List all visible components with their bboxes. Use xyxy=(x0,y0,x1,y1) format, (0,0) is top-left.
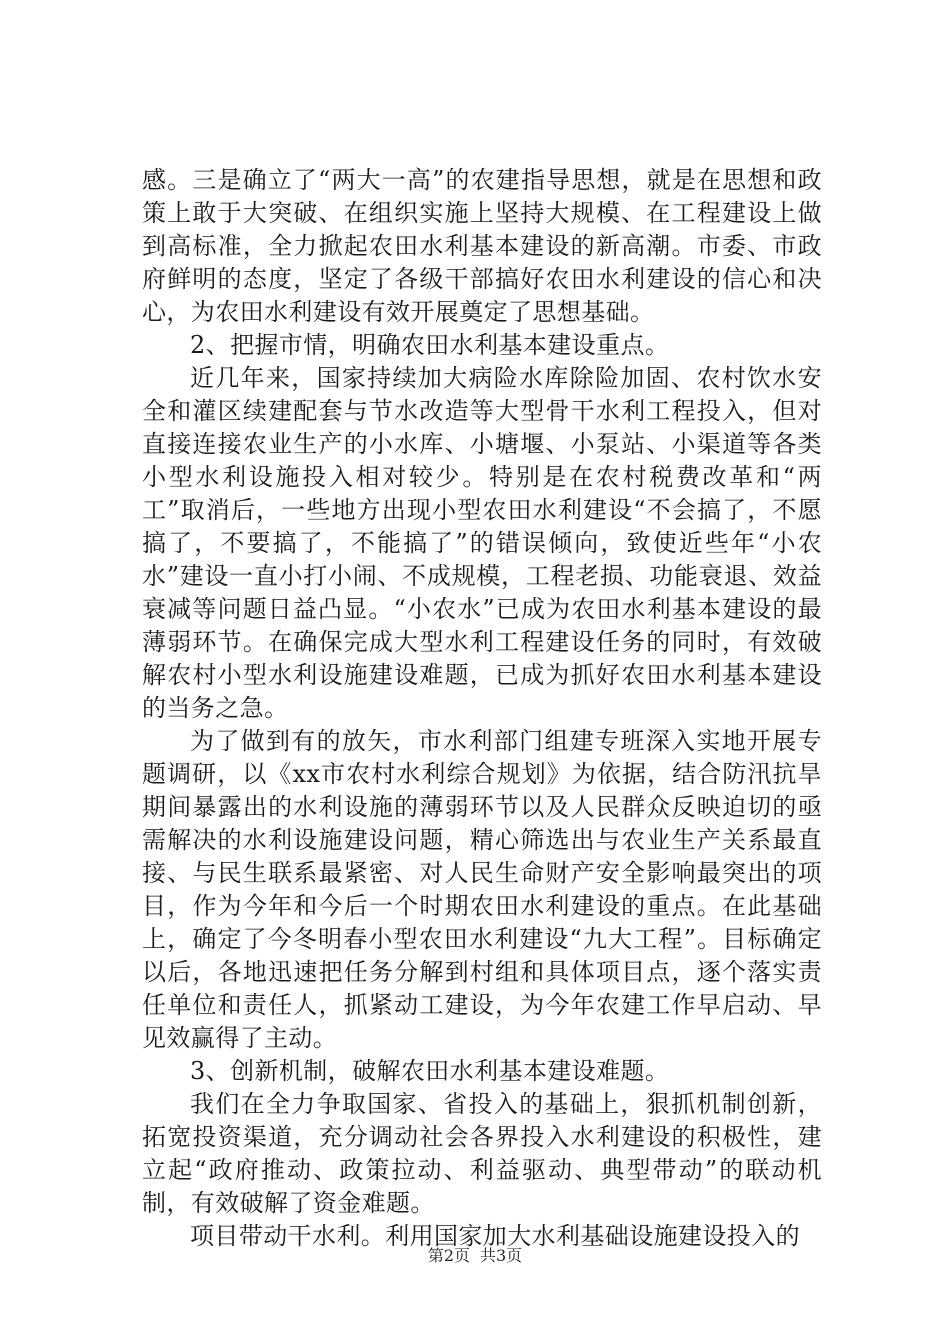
page-footer xyxy=(0,1246,950,1266)
section-heading-3: 3、创新机制，破解农田水利基本建设难题。 xyxy=(190,1057,670,1085)
section-heading-2: 2、把握市情，明确农田水利基本建设重点。 xyxy=(190,331,670,359)
document-body xyxy=(142,164,822,1253)
page-number: 第2页 xyxy=(427,1246,470,1265)
paragraph: 我们在全力争取国家、省投入的基础上，狠抓机制创新，拓宽投资渠道，充分调动社会各界投入水利建设的积极性，建立起“政府推动、政策拉动、利益驱动、典型带动”的联动机制，有效破解了资金难题。 xyxy=(142,1090,822,1217)
paragraph: 项目带动干水利。利用国家加大水利基础设施建设投入的 xyxy=(190,1222,800,1250)
paragraph: 近几年来，国家持续加大病险水库除险加固、农村饮水安全和灌区续建配套与节水改造等大型骨干水利工程投入，但对直接连接农业生产的小水库、小塘堰、小泵站、小渠道等各类小型水利设施投入相对较少。特别是在农村税费改革和“两工”取消后，一些地方出现小型农田水利建设“不会搞了，不愿搞了，不要搞了，不能搞了”的错误倾向，致使近些年“小农水”建设一直小打小闹、不成规模，工程老损、功能衰退、效益衰减等问题日益凸显。“小农水”已成为农田水利基本建设的最薄弱环节。在确保完成大型水利工程建设任务的同时，有效破解农村小型水利设施建设难题，已成为抓好农田水利基本建设的当务之急。 xyxy=(142,364,822,722)
page-total: 共3页 xyxy=(480,1246,523,1265)
paragraph: 为了做到有的放矢，市水利部门组建专班深入实地开展专题调研，以《xx市农村水利综合规划》为依据，结合防汛抗旱期间暴露出的水利设施的薄弱环节以及人民群众反映迫切的亟需解决的水利设施建设问题，精心筛选出与农业生产关系最直接、与民生联系最紧密、对人民生命财产安全影响最突出的项目，作为今年和今后一个时期农田水利建设的重点。在此基础上，确定了今冬明春小型农田水利建设“九大工程”。目标确定以后，各地迅速把任务分解到村组和具体项目点，逐个落实责任单位和责任人，抓紧动工建设，为今年农建工作早启动、早见效赢得了主动。 xyxy=(142,727,822,1052)
paragraph-continuation: 感。三是确立了“两大一高”的农建指导思想，就是在思想和政策上敢于大突破、在组织实施上坚持大规模、在工程建设上做到高标准，全力掀起农田水利基本建设的新高潮。市委、市政府鲜明的态度，坚定了各级干部搞好农田水利建设的信心和决心，为农田水利建设有效开展奠定了思想基础。 xyxy=(142,166,822,326)
